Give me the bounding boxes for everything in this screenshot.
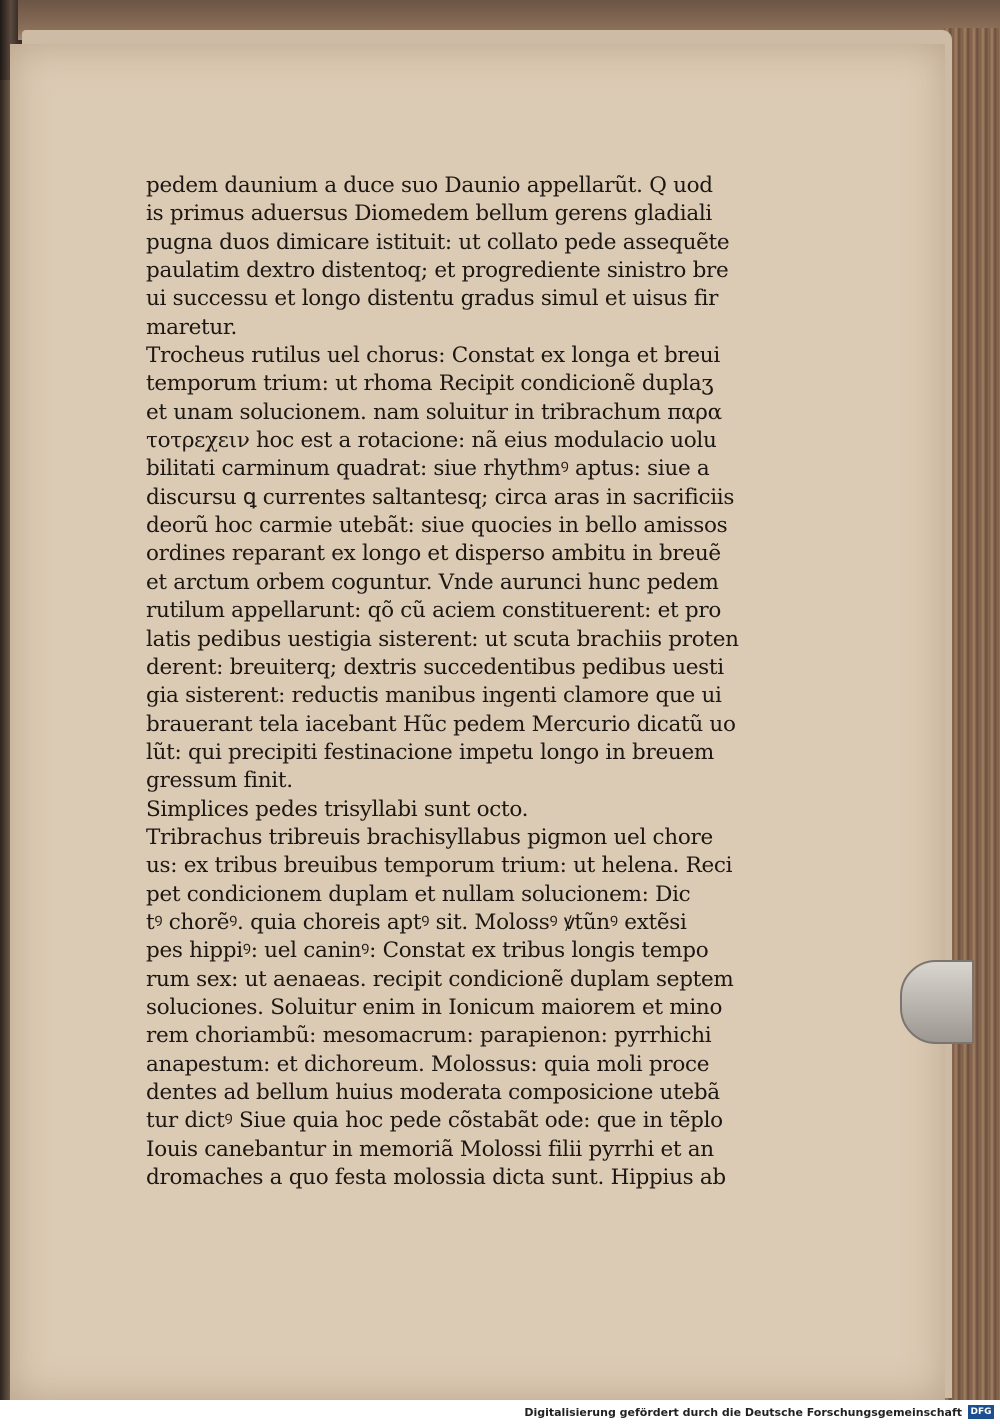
text-line: bilitati carminum quadrat: siue rhythmꝰ aptus: siue a bbox=[146, 456, 710, 482]
text-line: lũt: qui precipiti festinacione impetu longo in breuem bbox=[146, 739, 714, 765]
text-line: τοτρεχειν hoc est a rotacione: nã eius modulacio uolu bbox=[146, 428, 717, 454]
footer-bar bbox=[0, 1400, 1000, 1424]
text-line: gia sisterent: reductis manibus ingenti clamore que ui bbox=[146, 683, 722, 709]
text-line: pes hippiꝰ: uel caninꝰ: Constat ex tribus longis tempo bbox=[146, 938, 709, 964]
book-cover-edge bbox=[944, 28, 1000, 1400]
text-line: dromaches a quo festa molossia dicta sunt. Hippius ab bbox=[146, 1165, 726, 1191]
text-line: Trocheus rutilus uel chorus: Constat ex longa et breui bbox=[146, 343, 720, 369]
text-line: gressum finit. bbox=[146, 768, 293, 794]
text-line: paulatim dextro distentoq; et progrediente sinistro bre bbox=[146, 258, 729, 284]
text-line: Simplices pedes trisyllabi sunt octo. bbox=[146, 796, 529, 822]
text-line: pugna duos dimicare istituit: ut collato pede assequẽte bbox=[146, 229, 730, 255]
text-line: maretur. bbox=[146, 314, 238, 340]
text-line: derent: breuiterq; dextris succedentibus pedibus uesti bbox=[146, 654, 724, 680]
text-line: Tribrachus tribreuis brachisyllabus pigmon uel chore bbox=[146, 824, 713, 850]
text-line: temporum trium: ut rhoma Recipit condicionẽ duplaʒ bbox=[146, 371, 714, 397]
text-line: pet condicionem duplam et nullam solucionem: Dic bbox=[146, 881, 691, 907]
text-line: tꝰ chorẽꝰ. quia choreis aptꝰ sit. Molossꝰ ꝟtũnꝰ extẽsi bbox=[146, 909, 687, 935]
page-clip bbox=[900, 960, 974, 1044]
text-line: rum sex: ut aenaeas. recipit condicionẽ duplam septem bbox=[146, 966, 734, 992]
text-line: anapestum: et dichoreum. Molossus: quia moli proce bbox=[146, 1051, 710, 1077]
text-line: is primus aduersus Diomedem bellum gerens gladiali bbox=[146, 201, 712, 227]
text-line: ordines reparant ex longo et disperso ambitu in breuẽ bbox=[146, 541, 721, 567]
text-line: latis pedibus uestigia sisterent: ut scuta brachiis proten bbox=[146, 626, 739, 652]
text-line: et arctum orbem coguntur. Vnde aurunci hunc pedem bbox=[146, 569, 719, 595]
text-line: ui successu et longo distentu gradus simul et uisus fir bbox=[146, 286, 719, 312]
text-line: soluciones. Soluitur enim in Ionicum maiorem et mino bbox=[146, 994, 723, 1020]
text-line: rutilum appellarunt: qõ cũ aciem constituerent: et pro bbox=[146, 598, 721, 624]
previous-page-edge bbox=[0, 80, 10, 1400]
text-line: et unam solucionem. nam soluitur in tribrachum παρα bbox=[146, 399, 722, 425]
text-line: discursu ꝗ currentes saltantesq; circa aras in sacrificiis bbox=[146, 484, 735, 510]
text-line: us: ex tribus breuibus temporum trium: ut helena. Reci bbox=[146, 853, 733, 879]
footer-credit: Digitalisierung gefördert durch die Deutsche Forschungsgemeinschaft bbox=[524, 1405, 962, 1419]
text-line: deorũ hoc carmie utebãt: siue quocies in bello amissos bbox=[146, 513, 728, 539]
text-line: rem choriambũ: mesomacrum: parapienon: pyrrhichi bbox=[146, 1023, 712, 1049]
dfg-logo: DFG bbox=[968, 1405, 994, 1419]
text-line: dentes ad bellum huius moderata composicione utebã bbox=[146, 1080, 720, 1105]
text-line: Iouis canebantur in memoriã Molossi filii pyrrhi et an bbox=[146, 1136, 714, 1162]
text-line: pedem daunium a duce suo Daunio appellarũt. Q uod bbox=[146, 173, 713, 198]
page-text bbox=[146, 172, 746, 1192]
text-line: tur dictꝰ Siue quia hoc pede cõstabãt ode: que in tẽplo bbox=[146, 1108, 723, 1134]
text-line: brauerant tela iacebant Hũc pedem Mercurio dicatũ uo bbox=[146, 711, 736, 737]
